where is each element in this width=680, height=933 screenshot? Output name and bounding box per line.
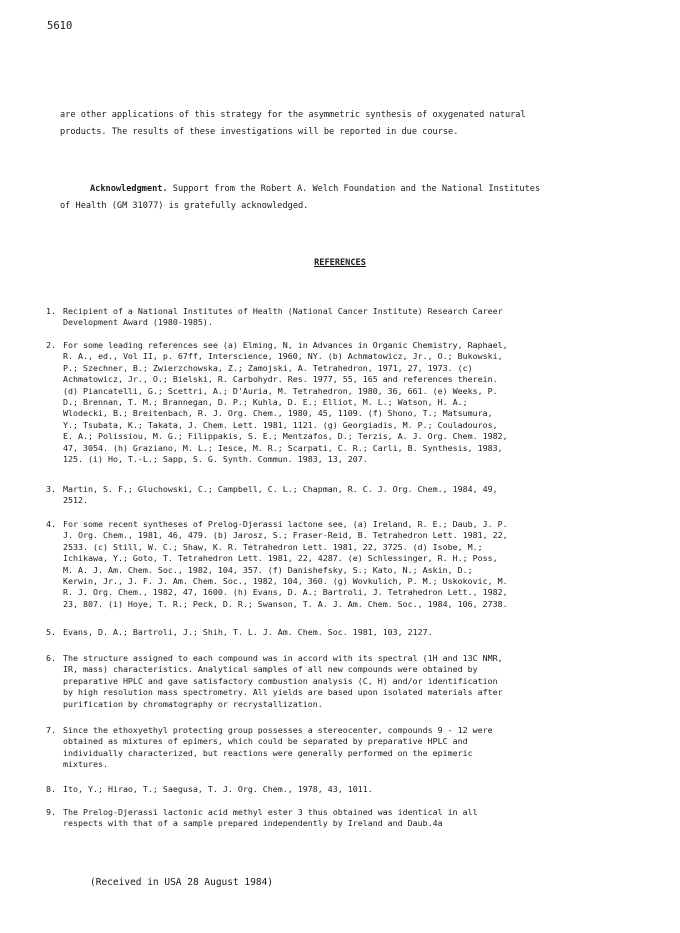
reference-line: IR, mass) characteristics. Analytical samples of all new compounds were obtained by (63, 664, 478, 675)
received-date: (Received in USA 28 August 1984) (90, 877, 274, 888)
reference-line: R. A., ed., Vol II, p. 67ff, Interscience, 1960, NY. (b) Achmatowicz, Jr., O.; Bukowski, (63, 351, 503, 362)
acknowledgment-heading: Acknowledgment. (90, 184, 168, 194)
reference-line: P.; Szechner, B.; Zwierzchowska, Z.; Zamojski, A. Tetrahedron, 1971, 27, 1973. (c) (63, 362, 473, 373)
reference-text (63, 340, 648, 465)
reference-number: 4. (46, 519, 56, 529)
continuation-paragraph (60, 107, 638, 141)
reference-line: R. J. Org. Chem., 1982, 47, 1600. (h) Evans, D. A.; Bartroli, J. Tetrahedron Lett., 1982, (63, 587, 508, 598)
reference-number: 5. (46, 627, 56, 637)
reference-line: Wlodecki, B.; Breitenbach, R. J. Org. Chem., 1980, 45, 1109. (f) Shono, T.; Matsumura, (63, 408, 493, 419)
reference-line: 2512. (63, 495, 88, 506)
reference-number: 2. (46, 340, 56, 350)
continuation-line: are other applications of this strategy for the asymmetric synthesis of oxygenated natural (60, 110, 526, 120)
reference-line: obtained as mixtures of epimers, which could be separated by preparative HPLC and (63, 736, 468, 747)
reference-line: 47, 3054. (h) Graziano, M. L.; Iesce, M. R.; Scarpati, C. R.; Carli, B. Synthesis, 1983, (63, 442, 503, 453)
reference-text (63, 519, 648, 610)
reference-line: purification by chromatography or recrystallization. (63, 698, 323, 709)
reference-text (63, 484, 648, 507)
reference-number: 9. (46, 807, 56, 817)
page-number: 5610 (47, 20, 73, 32)
reference-line: individually characterized, but reactions were generally performed on the epimeric (63, 747, 473, 758)
reference-line: Ichikawa, Y.; Goto, T. Tetrahedron Lett. 1981, 22, 4287. (e) Schlessinger, R. H.; Poss, (63, 553, 498, 564)
reference-line: Martin, S. F.; Gluchowski, C.; Campbell, C. L.; Chapman, R. C. J. Org. Chem., 1984, 49, (63, 484, 498, 494)
reference-line: The Prelog-Djerassi lactonic acid methyl ester 3 thus obtained was identical in all (63, 807, 478, 817)
reference-line: Recipient of a National Institutes of Health (National Cancer Institute) Research Career (63, 306, 503, 316)
reference-line: preparative HPLC and gave satisfactory combustion analysis (C, H) and/or identification (63, 675, 498, 686)
reference-number: 1. (46, 306, 56, 316)
reference-line: 125. (i) Ho, T.-L.; Sapp, S. G. Synth. Commun. 1983, 13, 207. (63, 454, 368, 465)
reference-number: 8. (46, 784, 56, 794)
reference-line: respects with that of a sample prepared independently by Ireland and Daub.4a (63, 818, 443, 829)
acknowledgment-line: of Health (GM 31077) is gratefully acknowledged. (60, 201, 309, 211)
acknowledgment-text: Support from the Robert A. Welch Foundation and the National Institutes (167, 184, 541, 194)
reference-line: For some leading references see (a) Elming, N, in Advances in Organic Chemistry, Raphael, (63, 340, 508, 350)
reference-line: M. A. J. Am. Chem. Soc., 1982, 104, 357. (f) Danishefsky, S.; Kato, N.; Askin, D.; (63, 564, 473, 575)
reference-text (63, 784, 648, 795)
reference-line: J. Org. Chem., 1981, 46, 479. (b) Jarosz, S.; Fraser-Reid, B. Tetrahedron Lett. 1981, 22, (63, 530, 508, 541)
reference-line: (d) Piancatelli, G.; Scettri, A.; D'Auria, M. Tetrahedron, 1980, 36, 661. (e) Weeks, P. (63, 385, 498, 396)
reference-line: Ito, Y.; Hirao, T.; Saegusa, T. J. Org. Chem., 1978, 43, 1011. (63, 784, 373, 794)
reference-text (63, 807, 648, 830)
reference-text (63, 725, 648, 771)
reference-number: 6. (46, 653, 56, 663)
reference-line: 23, 807. (i) Hoye, T. R.; Peck, D. R.; Swanson, T. A. J. Am. Chem. Soc., 1984, 106, 2738. (63, 598, 508, 609)
reference-text (63, 627, 648, 638)
reference-line: E. A.; Polissiou, M. G.; Filippakis, S. E.; Mentzafos, D.; Terzis, A. J. Org. Chem. 1982, (63, 431, 508, 442)
reference-line: 2533. (c) Still, W. C.; Shaw, K. R. Tetrahedron Lett. 1981, 22, 3725. (d) Isobe, M.; (63, 541, 483, 552)
reference-line: Achmatowicz, Jr., O.; Bielski, R. Carbohydr. Res. 1977, 55, 165 and references therein. (63, 374, 498, 385)
reference-line: Since the ethoxyethyl protecting group possesses a stereocenter, compounds 9 - 12 were (63, 725, 493, 735)
reference-line: Evans, D. A.; Bartroli, J.; Shih, T. L. J. Am. Chem. Soc. 1981, 103, 2127. (63, 627, 433, 637)
reference-line: Y.; Tsubata, K.; Takata, J. Chem. Lett. 1981, 1121. (g) Georgiadis, M. P.; Couladouros, (63, 419, 498, 430)
continuation-line: products. The results of these investigations will be reported in due course. (60, 127, 459, 137)
reference-text (63, 306, 648, 329)
reference-line: D.; Brennan, T. M.; Brannegan, D. P.; Kuhla, D. E.; Elliot, M. L.; Watson, H. A.; (63, 397, 468, 408)
acknowledgment-line (60, 181, 638, 198)
reference-line: Development Award (1980-1985). (63, 317, 213, 328)
reference-number: 7. (46, 725, 56, 735)
reference-line: For some recent syntheses of Prelog-Djerassi lactone see, (a) Ireland, R. E.; Daub, J. P. (63, 519, 508, 529)
reference-number: 3. (46, 484, 56, 494)
reference-line: Kerwin, Jr., J. F. J. Am. Chem. Soc., 1982, 104, 360. (g) Wovkulich, P. M.; Uskokovic, M. (63, 576, 508, 587)
reference-line: The structure assigned to each compound was in accord with its spectral (1H and 13C NMR, (63, 653, 503, 663)
reference-line: mixtures. (63, 759, 108, 770)
acknowledgment (60, 181, 638, 215)
reference-line: by high resolution mass spectrometry. All yields are based upon isolated materials after (63, 687, 503, 698)
reference-text (63, 653, 648, 710)
references-heading: REFERENCES (314, 258, 366, 268)
